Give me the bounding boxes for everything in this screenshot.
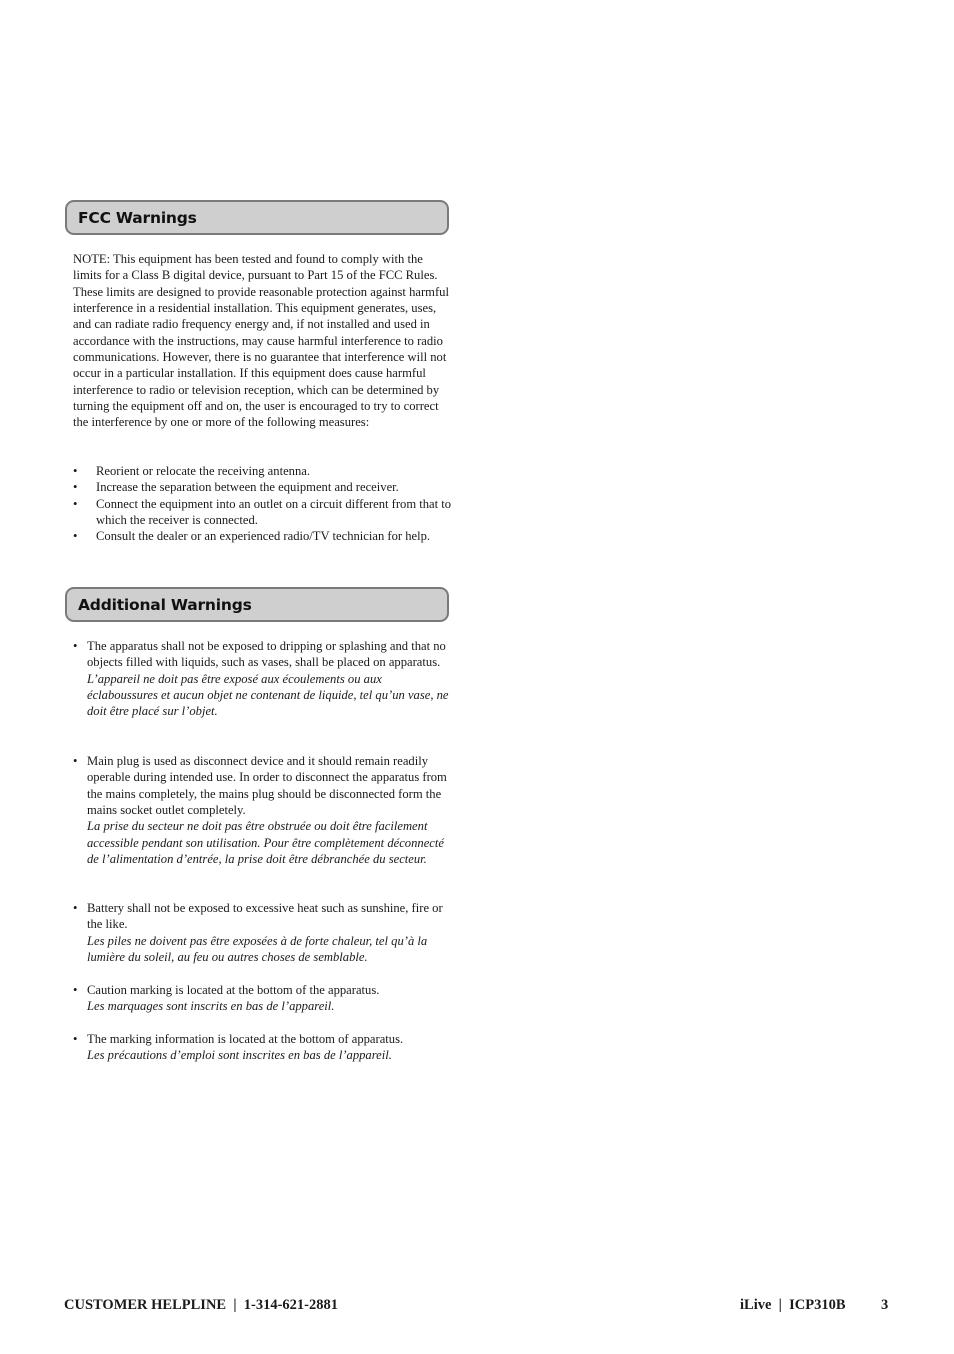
bullet-glyph: •: [73, 983, 78, 997]
warning-item-battery: [73, 900, 453, 965]
list-item: • Consult the dealer or an experienced radio/TV technician for help.: [73, 529, 431, 544]
warning-item-marking-info: [73, 1031, 453, 1064]
bullet-glyph: •: [73, 901, 78, 915]
bullet-glyph: •: [73, 480, 78, 495]
warning-item-liquids: [73, 638, 453, 720]
warning-text-en: Caution marking is located at the bottom of the apparatus.: [87, 983, 380, 997]
warning-text-en: Battery shall not be exposed to excessive heat such as sunshine, fire or the like.: [87, 901, 443, 932]
customer-helpline: CUSTOMER HELPLINE | 1-314-621-2881: [64, 1297, 339, 1313]
warning-text-fr: L’appareil ne doit pas être exposé aux écoulements ou aux éclaboussures et aucun objet ne contenant de liquide, tel qu’un vase, ne doit être placé sur l’objet.: [87, 671, 449, 719]
warning-text-en: The marking information is located at the bottom of apparatus.: [87, 1032, 404, 1046]
list-item: • Connect the equipment into an outlet on a circuit different from that to which the receiver is connected.: [73, 496, 452, 528]
warning-text-en: The apparatus shall not be exposed to dripping or splashing and that no objects filled with liquids, such as vases, shall be placed on apparatus.: [87, 639, 446, 670]
fcc-warnings-heading-box: [65, 200, 449, 235]
list-item: • Reorient or relocate the receiving antenna.: [73, 464, 310, 478]
fcc-warnings-heading: FCC Warnings: [78, 208, 197, 227]
additional-warnings-heading-box: [65, 587, 449, 622]
bullet-glyph: •: [73, 464, 78, 478]
list-item: • Increase the separation between the equipment and receiver.: [73, 480, 399, 495]
warning-text-fr: La prise du secteur ne doit pas être obstruée ou doit être facilement accessible pendant son utilisation. Pour être complètement déconnecté de l’alimentation d’entrée, la prise doit être débranchée du secteur.: [87, 819, 444, 867]
warning-text-en: Main plug is used as disconnect device and it should remain readily operable during intended use. In order to disconnect the apparatus from the mains completely, the mains plug should be disconnected form the mains socket outlet completely.: [87, 754, 447, 818]
fcc-measures-list: [73, 463, 453, 545]
bullet-glyph: •: [73, 1032, 78, 1046]
bullet-glyph: •: [73, 754, 78, 768]
fcc-note-paragraph: NOTE: This equipment has been tested and found to comply with the limits for a Class B digital device, pursuant to Part 15 of the FCC Rules. These limits are designed to provide reasonable protection against harmful interference in a residential installation. This equipment generates, uses, and can radiate radio frequency energy and, if not installed and used in accordance with the instructions, may cause harmful interference to radio communications. However, there is no guarantee that interference will not occur in a particular installation. If this equipment does cause harmful interference to radio or television reception, which can be determined by turning the equipment off and on, the user is encouraged to try to correct the interference by one or more of the following measures:: [73, 252, 449, 430]
additional-warnings-heading: Additional Warnings: [78, 595, 252, 614]
bullet-glyph: •: [73, 639, 78, 653]
bullet-glyph: •: [73, 529, 78, 544]
page-number: 3: [881, 1297, 889, 1313]
warning-text-fr: Les piles ne doivent pas être exposées à de forte chaleur, tel qu’à la lumière du soleil, au feu ou autres choses de semblable.: [87, 933, 428, 965]
warning-text-fr: Les précautions d’emploi sont inscrites en bas de l’appareil.: [87, 1048, 392, 1063]
bullet-glyph: •: [73, 496, 78, 511]
warning-item-caution-marking: [73, 982, 453, 1015]
brand-model: iLive | ICP310B: [740, 1297, 846, 1313]
warning-item-mains-plug: [73, 753, 453, 867]
warning-text-fr: Les marquages sont inscrits en bas de l’appareil.: [87, 999, 335, 1014]
